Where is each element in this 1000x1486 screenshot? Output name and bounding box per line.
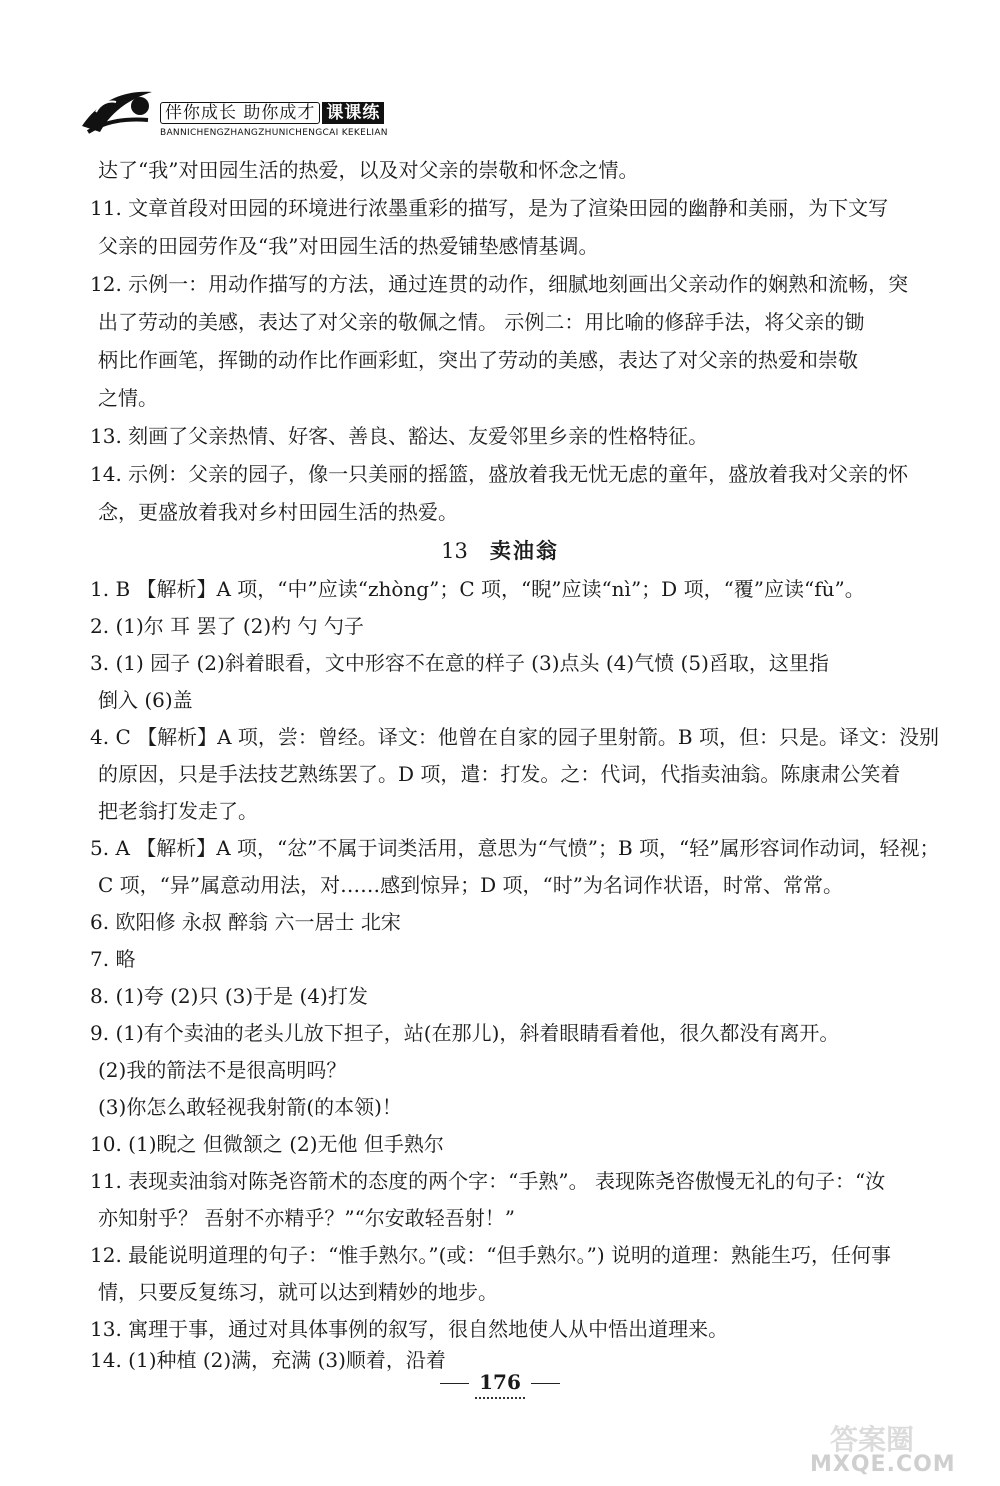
answer-line: 达了“我”对田园生活的热爱，以及对父亲的崇敬和怀念之情。 [98,158,639,182]
answer-line: 念，更盛放着我对乡村田园生活的热爱。 [98,500,458,524]
answer-line: 4. C 【解析】A 项，尝：曾经。译文：他曾在自家的园子里射箭。B 项，但：只是。译文：没别 [90,725,939,749]
slogan-pinyin: BANNICHENGZHANGZHUNICHENGCAI KEKELIAN [160,128,388,138]
answer-line: 8. (1)夸 (2)只 (3)于是 (4)打发 [90,984,368,1008]
answer-line: 亦知射乎？ 吾射不亦精乎？”“尔安敢轻吾射！” [98,1206,516,1230]
page-number: 176 [475,1367,525,1399]
answer-line: 2. (1)尔 耳 罢了 (2)杓 勺 勺子 [90,614,364,638]
watermark [810,1418,980,1478]
answer-line: 之情。 [98,386,158,410]
brand-text: 课课练 [322,102,384,124]
answer-line: (3)你怎么敢轻视我射箭(的本领)！ [98,1095,402,1119]
answer-line: 9. (1)有个卖油的老头儿放下担子，站(在那儿)，斜着眼睛看着他，很久都没有离开。 [90,1021,840,1045]
answer-line: 7. 略 [90,947,136,971]
answer-line: 把老翁打发走了。 [98,799,258,823]
answer-line: C 项，“异”属意动用法，对……感到惊异；D 项，“时”为名词作状语，时常、常常。 [98,873,843,897]
section-number: 13 [441,539,468,563]
section-name: 卖油翁 [489,539,559,563]
watermark-url: MXQE.COM [810,1452,956,1477]
answer-line: (2)我的箭法不是很高明吗？ [98,1058,347,1082]
answer-line: 柄比作画笔，挥锄的动作比作画彩虹，突出了劳动的美感，表达了对父亲的热爱和崇敬 [98,348,858,372]
answer-line: 出了劳动的美感，表达了对父亲的敬佩之情。 示例二：用比喻的修辞手法，将父亲的锄 [98,310,865,334]
answer-line: 11. 文章首段对田园的环境进行浓墨重彩的描写，是为了渲染田园的幽静和美丽，为下文写 [90,196,889,220]
footer-rule [531,1383,560,1384]
answer-line: 父亲的田园劳作及“我”对田园生活的热爱铺垫感情基调。 [98,234,599,258]
answer-line: 3. (1) 园子 (2)斜着眼看，文中形容不在意的样子 (3)点头 (4)气愤 (5)舀取，这里指 [90,651,829,675]
section-title [90,538,910,564]
page-footer [440,1363,560,1403]
answer-line: 情，只要反复练习，就可以达到精妙的地步。 [98,1280,498,1304]
answer-line: 6. 欧阳修 永叔 醉翁 六一居士 北宋 [90,910,401,934]
logo-icon [78,82,158,138]
header-logo [78,78,498,142]
slogan-text: 伴你成长 助你成才 [160,102,320,124]
watermark-logo-text: 答案圈 [830,1423,915,1456]
slogan [160,102,384,124]
answer-line: 10. (1)睨之 但微颔之 (2)无他 但手熟尔 [90,1132,444,1156]
answer-line: 的原因，只是手法技艺熟练罢了。D 项，遣：打发。之：代词，代指卖油翁。陈康肃公笑着 [98,762,901,786]
answer-line: 12. 示例一：用动作描写的方法，通过连贯的动作，细腻地刻画出父亲动作的娴熟和流畅，突 [90,272,909,296]
answer-line: 14. (1)种植 (2)满，充满 (3)顺着，沿着 [90,1348,446,1372]
answer-line: 5. A 【解析】A 项，“忿”不属于词类活用，意思为“气愤”；B 项，“轻”属形容词作动词，轻视； [90,836,940,860]
answer-line: 13. 刻画了父亲热情、好客、善良、豁达、友爱邻里乡亲的性格特征。 [90,424,709,448]
footer-rule [440,1383,469,1384]
answer-line: 12. 最能说明道理的句子：“惟手熟尔。”(或：“但手熟尔。”) 说明的道理：熟能生巧，任何事 [90,1243,892,1267]
answer-line: 14. 示例：父亲的园子，像一只美丽的摇篮，盛放着我无忧无虑的童年，盛放着我对父亲的怀 [90,462,909,486]
answer-line: 13. 寓理于事，通过对具体事例的叙写，很自然地使人从中悟出道理来。 [90,1317,729,1341]
answer-line: 11. 表现卖油翁对陈尧咨箭术的态度的两个字：“手熟”。 表现陈尧咨傲慢无礼的句子：“汝 [90,1169,886,1193]
answer-line: 倒入 (6)盖 [98,688,193,712]
answer-line: 1. B 【解析】A 项，“中”应读“zhòng”；C 项，“睨”应读“nì”；D 项，“覆”应读“fù”。 [90,577,865,601]
